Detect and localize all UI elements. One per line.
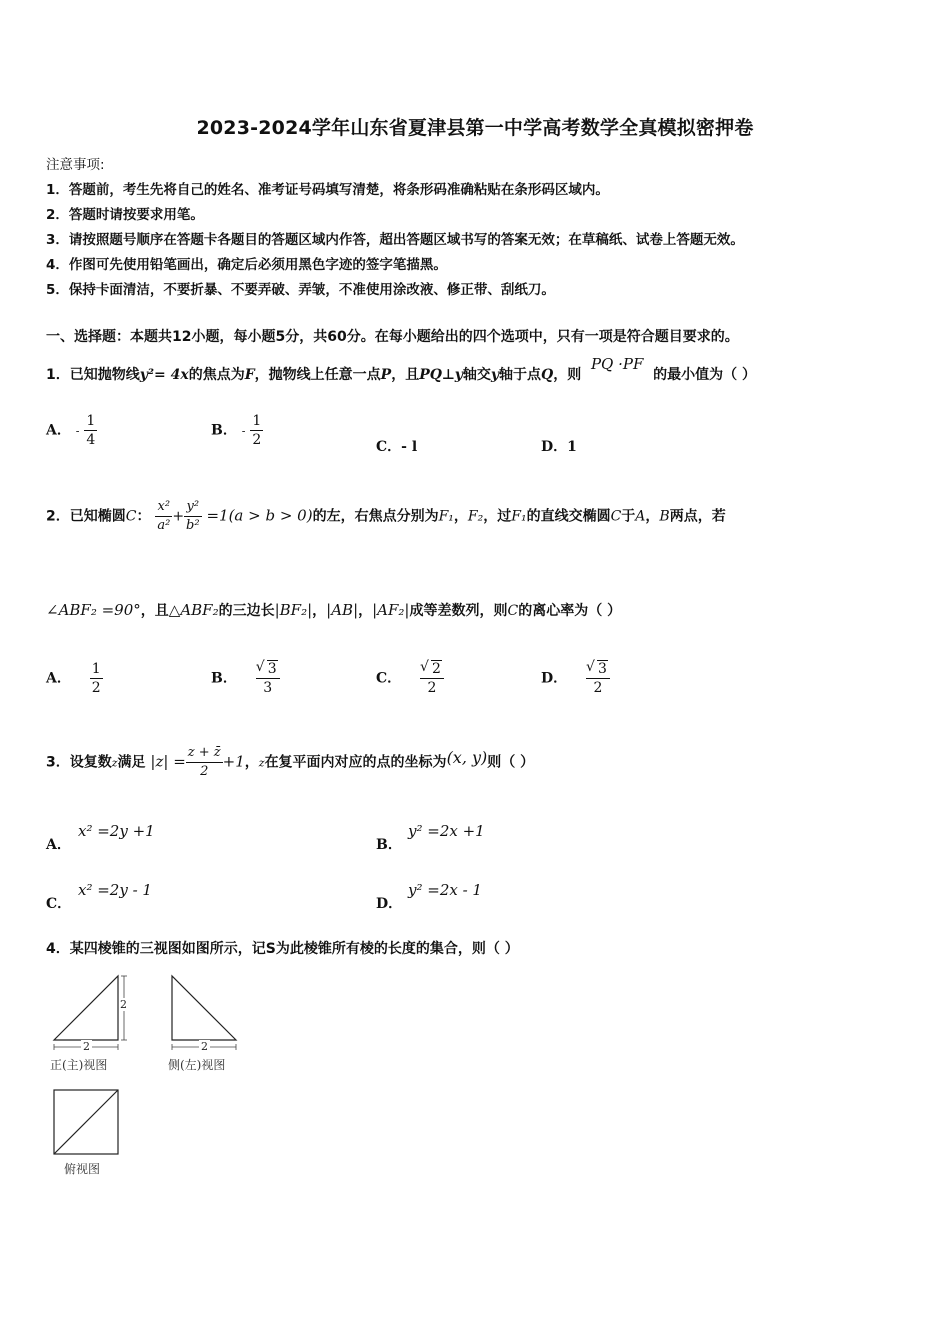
q3-text: 在复平面内对应的点的坐标为: [264, 754, 447, 771]
q3-text: ，: [244, 754, 259, 771]
page-title: 2023-2024学年山东省夏津县第一中学高考数学全真模拟密押卷: [196, 117, 754, 139]
q2-var: B: [659, 508, 670, 525]
q3-abs: |z| =: [150, 752, 186, 771]
q2-var: A: [635, 508, 646, 525]
side-dim-bottom-label: 2: [201, 1040, 208, 1053]
q3-text: 3．设复数: [46, 754, 112, 771]
q2-triangle: △ABF₂: [168, 601, 219, 619]
q2-var: F₂: [467, 508, 484, 525]
q2-text: 于: [621, 508, 636, 525]
q2-text: 两点，若: [669, 508, 726, 525]
q1-var: F: [244, 367, 255, 383]
q3-text: 则（ ）: [487, 754, 535, 771]
side-view-caption: 侧(左)视图: [168, 1058, 226, 1072]
q2-text: ，: [453, 508, 468, 525]
q3-var: z: [111, 756, 118, 770]
notes-heading: 注意事项:: [46, 157, 105, 173]
option-label: A．: [46, 837, 71, 853]
frac-num: x²: [155, 498, 172, 517]
option-sign: -: [241, 424, 246, 438]
q2-symbol: +: [172, 508, 185, 525]
sqrt-radicand: 3: [267, 661, 277, 677]
q3-fraction: [186, 744, 223, 781]
q2-text: 的三边长: [218, 603, 275, 619]
question-3-stem: [46, 744, 534, 781]
q3-option-a[interactable]: [46, 834, 71, 854]
section-heading: 一、选择题：本题共12小题，每小题5分，共60分。在每小题给出的四个选项中，只有一项是符合题目要求的。: [46, 329, 739, 345]
front-view-triangle: [54, 976, 118, 1040]
q2-text: ，过: [483, 508, 512, 525]
option-fraction: [90, 660, 103, 697]
q2-text: 的直线交椭圆: [526, 508, 611, 525]
q2-option-c[interactable]: [376, 660, 444, 697]
q2-fraction: [155, 498, 172, 535]
q3-option-d-value: y² =2x - 1: [408, 881, 482, 899]
q3-text: 满足: [117, 754, 146, 771]
note-item: 1．答题前，考生先将自己的姓名、准考证号码填写清楚，将条形码准确粘贴在条形码区域内。: [46, 182, 609, 198]
q2-text: ，: [358, 603, 373, 619]
note-item: 2．答题时请按要求用笔。: [46, 207, 204, 223]
q1-text: ，抛物线上任意一点: [254, 367, 381, 383]
note-item: 5．保持卡面清洁，不要折暴、不要弄破、弄皱，不准使用涂改液、修正带、刮纸刀。: [46, 282, 555, 298]
q3-plus: +1: [222, 752, 245, 771]
q3-option-b[interactable]: [376, 834, 402, 854]
frac-den: 2: [200, 764, 209, 779]
q2-text: ，且: [140, 603, 169, 619]
q3-option-a-value: x² =2y +1: [78, 822, 155, 840]
q1-text: 轴于点: [499, 367, 542, 383]
frac-num: y²: [184, 498, 202, 517]
option-fraction: [586, 660, 610, 697]
side-view-triangle: [172, 976, 236, 1040]
q2-text: 2．已知椭圆: [46, 508, 126, 525]
q1-option-c[interactable]: [376, 436, 417, 456]
q3-option-c-value: x² =2y - 1: [78, 881, 152, 899]
q1-text: 轴交: [462, 367, 491, 383]
option-fraction: [84, 412, 97, 449]
frac-num: z + z̄: [186, 744, 223, 763]
q2-text: 的离心率为（ ）: [518, 603, 622, 619]
note-item: 4．作图可先使用铅笔画出，确定后必须用黑色字迹的签字笔描黑。: [46, 257, 447, 273]
front-view-caption: 正(主)视图: [50, 1058, 108, 1072]
q1-option-b[interactable]: [211, 412, 263, 449]
question-1-stem: [46, 355, 757, 384]
q2-text: ，: [645, 508, 660, 525]
q3-option-d[interactable]: [376, 893, 402, 913]
q3-point: (x, y): [446, 747, 488, 767]
frac-den: 2: [593, 680, 603, 696]
option-label: A．: [46, 670, 71, 687]
q1-option-d[interactable]: [541, 436, 577, 456]
frac-num: 1: [252, 413, 262, 429]
q2-var: C: [125, 508, 137, 525]
q1-text: 的焦点为: [188, 367, 245, 383]
front-dim-side-label: 2: [120, 998, 127, 1011]
q3-option-b-value: y² =2x +1: [408, 822, 485, 840]
frac-den: 3: [263, 680, 273, 696]
q1-text: ，且: [391, 367, 420, 383]
question-2-stem-line2: [46, 600, 621, 620]
option-label: C．: [376, 439, 402, 455]
q1-symbol: ⊥: [441, 367, 455, 383]
q2-text: 的左，右焦点分别为: [312, 508, 439, 525]
option-label: B．: [211, 422, 237, 439]
q2-option-d[interactable]: [541, 660, 610, 697]
option-fraction: [250, 412, 263, 449]
question-4-stem: 4．某四棱锥的三视图如图所示，记S为此棱锥所有棱的长度的集合，则（ ）: [46, 941, 519, 957]
q2-angle: ∠ABF₂ =90°: [46, 601, 141, 619]
q1-var: y: [454, 367, 463, 383]
frac-den: 2: [252, 432, 262, 448]
q2-condition: =1(a > b > 0): [206, 506, 313, 525]
q2-text: 成等差数列，则: [409, 603, 508, 619]
q3-var: z: [258, 756, 265, 770]
q2-var: C: [610, 508, 622, 525]
q1-text: 的最小值为（ ）: [653, 367, 757, 383]
q1-text: ，则: [553, 367, 582, 383]
q1-equation: y²= 4x: [139, 367, 189, 383]
frac-den: 2: [427, 680, 437, 696]
sqrt-radicand: 2: [432, 661, 441, 677]
q1-var: PQ: [419, 367, 442, 383]
note-item: 3．请按照题号顺序在答题卡各题目的答题区域内作答，超出答题区域书写的答案无效；在草稿纸、试卷上答题无效。: [46, 232, 744, 248]
q1-text: 1．已知抛物线: [46, 367, 140, 383]
frac-den: 2: [91, 680, 101, 696]
q2-option-a[interactable]: [46, 660, 103, 697]
q1-option-a[interactable]: [46, 412, 97, 449]
option-value: - l: [401, 439, 418, 455]
option-fraction: [256, 660, 280, 697]
q1-var: y: [490, 367, 500, 383]
option-label: B．: [376, 837, 402, 853]
q2-side: |BF₂|: [274, 601, 313, 619]
q2-fraction: [184, 498, 202, 535]
sqrt-radicand: 3: [598, 661, 607, 677]
q2-var: F₁: [511, 508, 527, 525]
option-label: D．: [376, 896, 403, 912]
q3-option-c[interactable]: [46, 893, 71, 913]
top-view-diagonal: [54, 1090, 118, 1154]
q2-side: |AB|: [326, 601, 359, 619]
q1-var: Q: [541, 367, 554, 383]
question-2-stem-line1: [46, 498, 726, 535]
option-label: C．: [46, 896, 72, 912]
q2-text: ，: [312, 603, 327, 619]
q2-var: F₁: [438, 508, 454, 525]
frac-num: 1: [86, 413, 96, 429]
option-label: C．: [376, 670, 402, 687]
q1-expression: PQ ·PF: [590, 355, 644, 373]
three-view-figure: [44, 968, 264, 1180]
frac-den: 4: [86, 432, 96, 448]
frac-den: b²: [186, 518, 200, 533]
frac-den: a²: [157, 518, 171, 533]
notes-block: [46, 153, 744, 303]
q2-side: |AF₂|: [372, 601, 410, 619]
q1-var: P: [380, 367, 392, 383]
option-label: B．: [211, 670, 237, 687]
q2-var: C: [507, 603, 519, 619]
option-label: A．: [46, 422, 71, 439]
option-label: D．: [541, 670, 568, 687]
top-view-caption: 俯视图: [64, 1162, 101, 1176]
front-dim-bottom-label: 2: [83, 1040, 90, 1053]
option-value: 1: [567, 439, 577, 455]
option-fraction: [420, 660, 444, 697]
q2-text: ：: [136, 508, 151, 525]
frac-num: 1: [91, 661, 101, 677]
option-sign: -: [75, 424, 80, 438]
option-label: D．: [541, 439, 568, 455]
q2-option-b[interactable]: [211, 660, 280, 697]
